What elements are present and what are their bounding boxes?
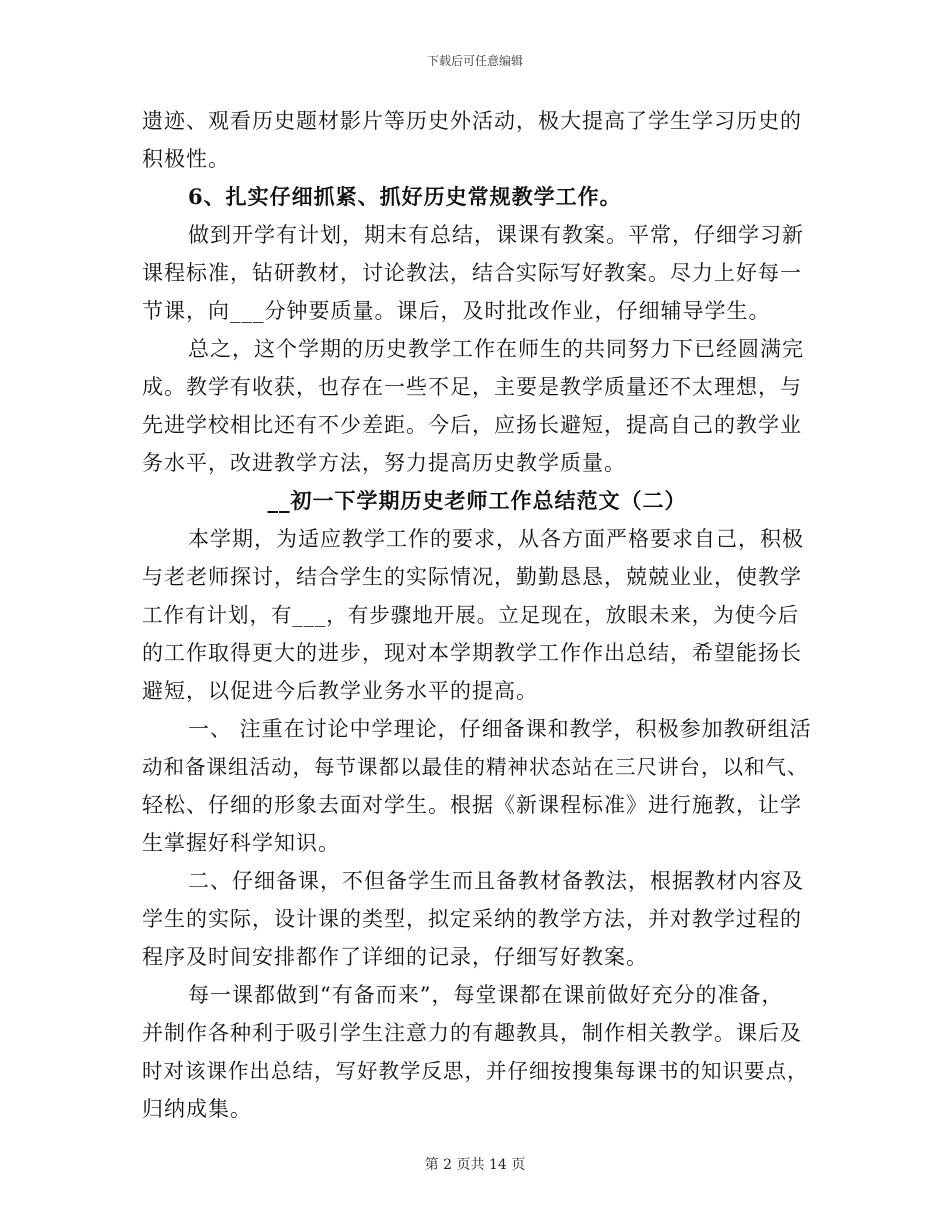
text-line: 并制作各种利于吸引学生注意力的有趣教具，制作相关教学。课后及: [142, 1021, 802, 1045]
text-line: 工作有计划，有___，有步骤地开展。立足现在，放眼未来，为使今后: [142, 603, 800, 627]
text-line: 做到开学有计划，期末有总结，课课有教案。平常，仔细学习新: [188, 223, 804, 247]
text-line: 遗迹、观看历史题材影片等历史外活动，极大提高了学生学习历史的: [142, 109, 802, 133]
document-body: [142, 102, 812, 1128]
text-line: 一、 注重在讨论中学理论，仔细备课和教学，积极参加教研组活: [188, 717, 812, 741]
text-line: 每一课都做到“有备而来”，每堂课都在课前做好充分的准备，: [188, 983, 784, 1007]
text-line: 学生的实际，设计课的类型，拟定采纳的教学方法，并对教学过程的: [142, 907, 802, 931]
page-header: 下载后可任意编辑: [426, 54, 523, 68]
text-line: 积极性。: [142, 147, 230, 171]
page-footer: 第 2 页共 14 页: [424, 1157, 526, 1173]
text-line: 节课，向___分钟要质量。课后，及时批改作业，仔细辅导学生。: [142, 299, 771, 323]
text-line: 生掌握好科学知识。: [142, 831, 340, 855]
text-line: 动和备课组活动，每节课都以最佳的精神状态站在三尺讲台，以和气、: [142, 755, 809, 779]
text-line: 本学期，为适应教学工作的要求，从各方面严格要求自己，积极: [188, 527, 804, 551]
text-line: 务水平，改进教学方法，努力提高历史教学质量。: [142, 451, 626, 475]
text-line: 课程标准，钻研教材，讨论教法，结合实际写好教案。尽力上好每一: [142, 261, 802, 285]
text-line: 先进学校相比还有不少差距。今后，应扬长避短，提高自己的教学业: [142, 413, 802, 437]
text-line: 6、扎实仔细抓紧、抓好历史常规教学工作。: [188, 184, 622, 209]
text-line: 成。教学有收获，也存在一些不足，主要是教学质量还不太理想，与: [142, 375, 802, 399]
text-line: 程序及时间安排都作了详细的记录，仔细写好教案。: [142, 945, 648, 969]
text-line: 二、仔细备课，不但备学生而且备教材备教法，根据教材内容及: [188, 869, 804, 893]
text-line: 时对该课作出总结，写好教学反思，并仔细按搜集每课书的知识要点，: [142, 1059, 809, 1083]
text-line: 轻松、仔细的形象去面对学生。根据《新课程标准》进行施教，让学: [142, 793, 802, 817]
text-line: __初一下学期历史老师工作总结范文（二）: [267, 488, 687, 513]
text-line: 总之，这个学期的历史教学工作在师生的共同努力下已经圆满完: [188, 337, 804, 361]
text-line: 与老老师探讨，结合学生的实际情况，勤勤恳恳，兢兢业业，使教学: [142, 565, 802, 589]
text-line: 归纳成集。: [142, 1097, 252, 1121]
text-line: 避短，以促进今后教学业务水平的提高。: [142, 679, 538, 703]
text-line: 的工作取得更大的进步，现对本学期教学工作作出总结，希望能扬长: [142, 641, 802, 665]
